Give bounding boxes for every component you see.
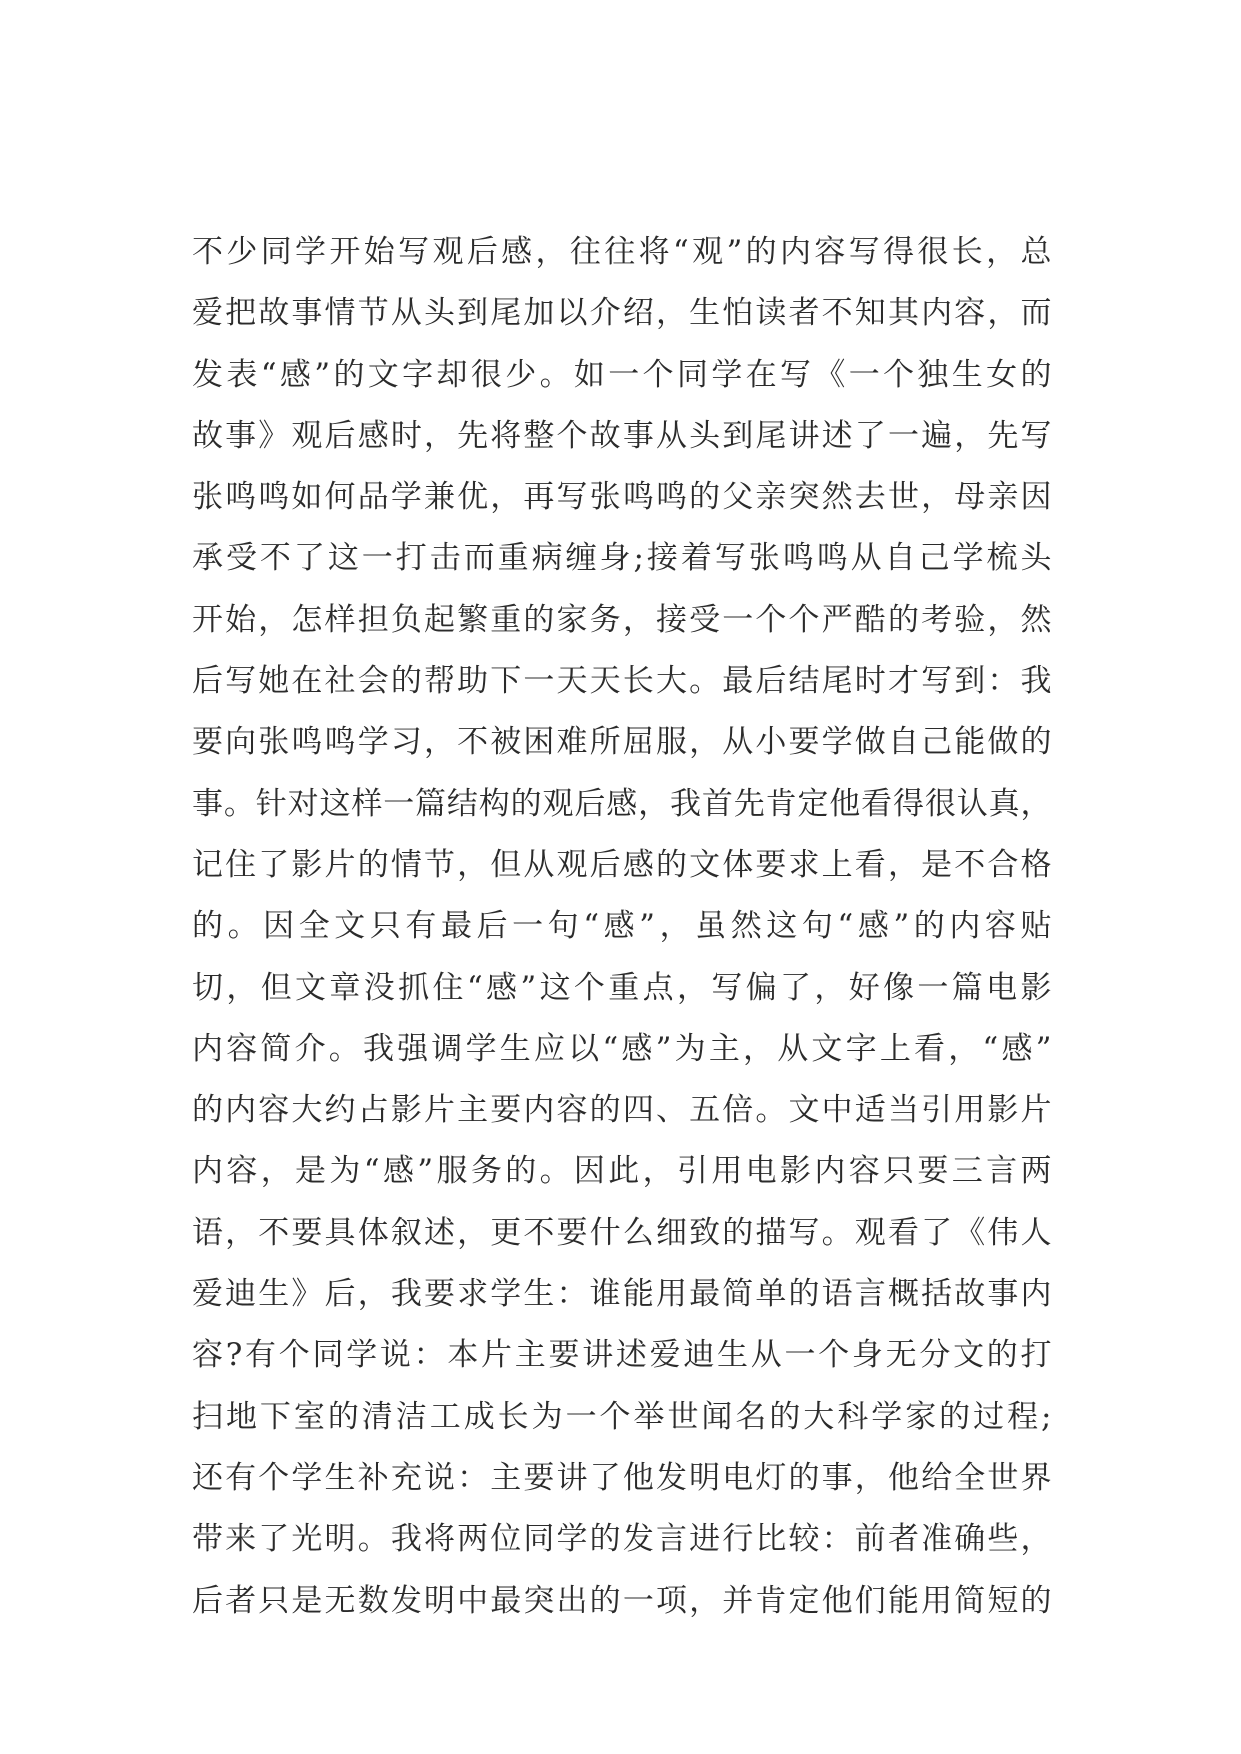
text-line: 容?有个同学说：本片主要讲述爱迪生从一个身无分文的打 xyxy=(192,1337,1052,1374)
text-line: 张鸣鸣如何品学兼优，再写张鸣鸣的父亲突然去世，母亲因 xyxy=(192,479,1052,516)
text-line: 后写她在社会的帮助下一天天长大。最后结尾时才写到：我 xyxy=(192,663,1052,700)
text-line: 不少同学开始写观后感，往往将“观”的内容写得很长，总 xyxy=(192,234,1052,270)
text-line: 的。因全文只有最后一句“感”，虽然这句“感”的内容贴 xyxy=(192,908,1052,945)
text-line: 要向张鸣鸣学习，不被困难所屈服，从小要学做自己能做的 xyxy=(192,724,1052,761)
body-text xyxy=(192,222,1052,1632)
text-line: 扫地下室的清洁工成长为一个举世闻名的大科学家的过程; xyxy=(192,1398,1052,1435)
text-line: 的内容大约占影片主要内容的四、五倍。文中适当引用影片 xyxy=(192,1092,1052,1129)
text-line: 爱迪生》后，我要求学生：谁能用最简单的语言概括故事内 xyxy=(192,1276,1052,1313)
text-line: 还有个学生补充说：主要讲了他发明电灯的事，他给全世界 xyxy=(192,1459,1052,1496)
text-line: 故事》观后感时，先将整个故事从头到尾讲述了一遍，先写 xyxy=(192,417,1052,454)
text-line: 事。针对这样一篇结构的观后感，我首先肯定他看得很认真， xyxy=(192,785,1052,822)
text-line: 爱把故事情节从头到尾加以介绍，生怕读者不知其内容，而 xyxy=(192,295,1052,332)
text-line: 带来了光明。我将两位同学的发言进行比较：前者准确些， xyxy=(192,1521,1052,1558)
text-line: 后者只是无数发明中最突出的一项，并肯定他们能用简短的 xyxy=(192,1582,1052,1619)
text-line: 承受不了这一打击而重病缠身;接着写张鸣鸣从自己学梳头 xyxy=(192,540,1052,577)
text-line: 切，但文章没抓住“感”这个重点，写偏了，好像一篇电影 xyxy=(192,969,1052,1006)
text-line: 语，不要具体叙述，更不要什么细致的描写。观看了《伟人 xyxy=(192,1214,1052,1251)
text-line: 开始，怎样担负起繁重的家务，接受一个个严酷的考验，然 xyxy=(192,601,1052,638)
text-line: 记住了影片的情节，但从观后感的文体要求上看，是不合格 xyxy=(192,846,1052,883)
text-line: 内容简介。我强调学生应以“感”为主，从文字上看，“感” xyxy=(192,1030,1052,1067)
text-line: 发表“感”的文字却很少。如一个同学在写《一个独生女的 xyxy=(192,356,1052,393)
text-line: 内容，是为“感”服务的。因此，引用电影内容只要三言两 xyxy=(192,1153,1052,1190)
